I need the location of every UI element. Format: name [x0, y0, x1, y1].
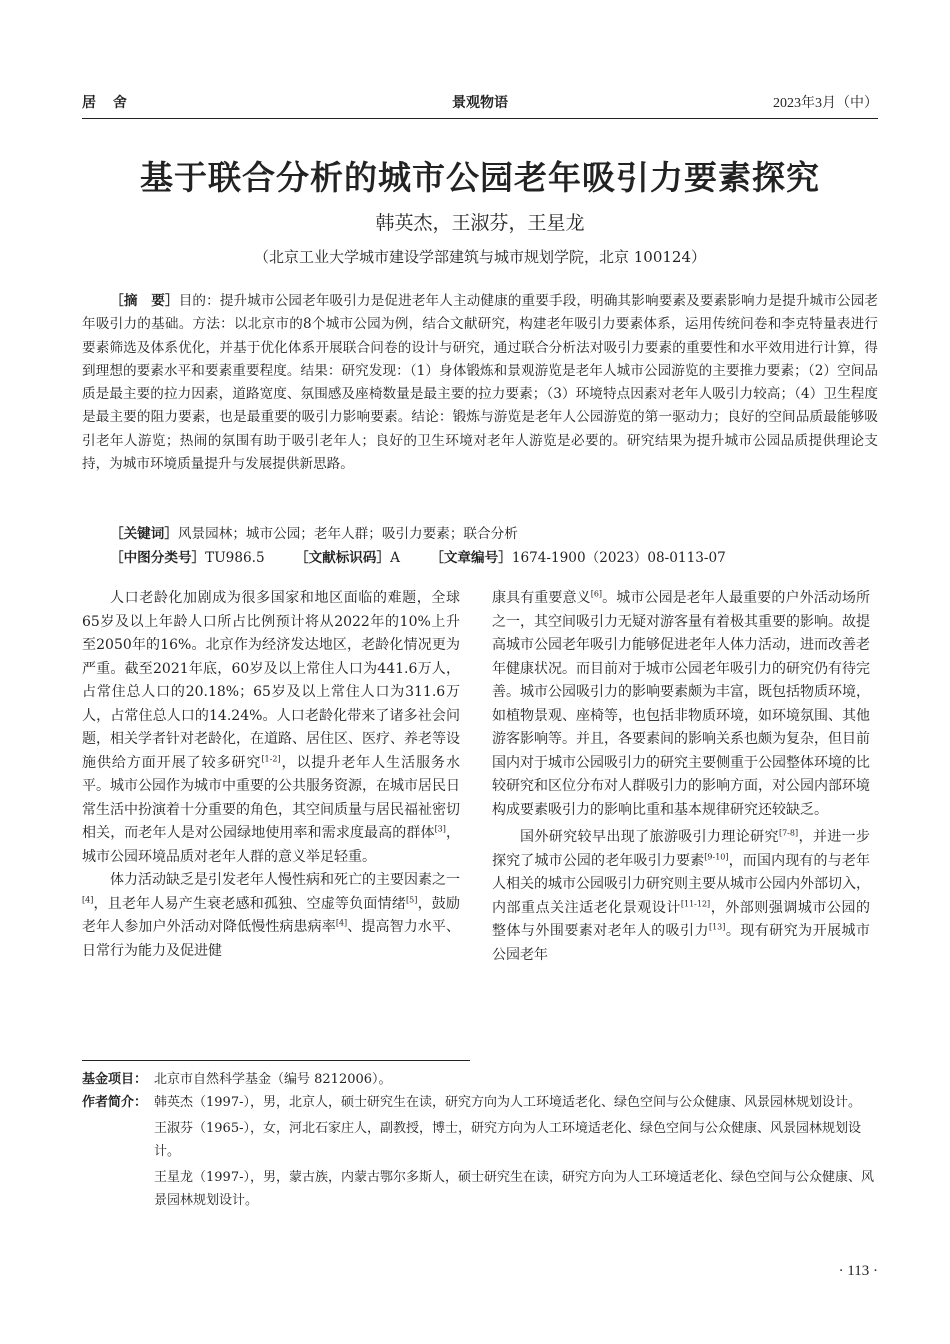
footnotes: [82, 1069, 878, 1216]
abstract-text: 目的：提升城市公园老年吸引力是促进老年人主动健康的重要手段，明确其影响要素及要素影响力是提升城市公园老年吸引力的基础。方法：以北京市的8个城市公园为例，结合文献研究，构建老年吸引力要素体系，运用传统问卷和李克特量表进行要素筛选及体系优化，并基于优化体系开展联合问卷的设计与研究，通过联合分析法对吸引力要素的重要性和水平效用进行计算，得到理想的要素水平和要素重要程度。结果：研究发现：（1）身体锻炼和景观游览是老年人城市公园游览的主要推力要素；（2）空间品质是最主要的拉力因素，道路宽度、氛围感及座椅数量是最主要的拉力要素；（3）环境特点因素对老年人吸引力较高；（4）卫生程度是最主要的阻力要素，也是最重要的吸引力影响要素。结论：锻炼与游览是老年人公园游览的第一驱动力；良好的空间品质最能够吸引老年人游览；热闹的氛围有助于吸引老年人；良好的卫生环境对老年人游览是必要的。研究结果为提升城市公园品质提供理论支持，为城市环境质量提升与发展提供新思路。: [82, 293, 879, 473]
citation: [6]: [590, 589, 603, 599]
clc-label: ［中图分类号］: [110, 550, 206, 566]
citation: [5]: [406, 894, 418, 904]
paragraph: 康具有重要意义[6]。城市公园是老年人最重要的户外活动场所之一，其空间吸引力无疑对游客量有着极其重要的影响。故提高城市公园老年吸引力能够促进老年人体力活动，进而改善老年健康状况。而目前对于城市公园老年吸引力的研究仍有待完善。城市公园吸引力的影响要素颇为丰富，既包括物质环境，如植物景观、座椅等，也包括非物质环境，如环境氛围、其他游客影响等。并且，各要素间的影响关系也颇为复杂，但目前国内对于城市公园吸引力的研究主要侧重于公园整体环境的比较研究和区位分布对人群吸引力的影响方面，对公园内部环境构成要素吸引力的影响比重和基本规律研究还较缺乏。: [492, 589, 871, 818]
citation: [13]: [708, 922, 726, 932]
paragraph: 人口老龄化加剧成为很多国家和地区面临的难题，全球65岁及以上年龄人口所占比例预计将从2022年的10%上升至2050年的16%。北京作为经济发达地区，老龄化情况更为严重。截至2021年底，60岁及以上常住人口为441.6万人，占常住总人口的20.18%；65岁及以上常住人口为311.6万人，占常住总人口的14.24%。人口老龄化带来了诸多社会问题，相关学者针对老龄化，在道路、居住区、医疗、养老等设施供给方面开展了较多研究[1-2]，以提升老年人生活服务水平。城市公园作为城市中重要的公共服务资源，在城市居民日常生活中扮演着十分重要的角色，其空间质量与居民福祉密切相关，而老年人是对公园绿地使用率和需求度最高的群体[3]，城市公园环境品质对老年人群的意义举足轻重。: [82, 590, 461, 865]
citation: [4]: [82, 894, 94, 904]
fund-note: [82, 1069, 878, 1092]
fund-label: 基金项目：: [82, 1072, 148, 1087]
fund-text: 北京市自然科学基金（编号 8212006）。: [154, 1072, 392, 1087]
author-bio-3: 王星龙（1997-），男，蒙古族，内蒙古鄂尔多斯人，硕士研究生在读，研究方向为人工环境适老化、绿色空间与公众健康、风景园林规划设计。: [154, 1170, 874, 1208]
citation: [1-2]: [261, 753, 281, 763]
paper-page: [82, 0, 878, 1344]
citation: [7-8]: [778, 828, 799, 838]
page-number: · 113 ·: [838, 1263, 878, 1279]
citation: [4]: [335, 918, 348, 928]
keywords: [110, 522, 906, 542]
affiliation: （北京工业大学城市建设学部建筑与城市规划学院，北京 100124）: [253, 248, 707, 266]
footnote-rule: [82, 1060, 470, 1061]
citation: [11-12]: [680, 898, 711, 908]
doc-code-label: ［文献标识码］: [294, 550, 391, 566]
article-title: 基于联合分析的城市公园老年吸引力要素探究: [140, 158, 820, 197]
header-rule: [82, 118, 878, 119]
running-header: [82, 92, 878, 116]
article-number-value: 1674-1900（2023）08-0113-07: [511, 550, 726, 566]
author-list: 韩英杰，王淑芬，王星龙: [375, 212, 585, 234]
abstract-label: ［摘 要］: [110, 293, 179, 309]
doc-code-value: A: [390, 550, 400, 566]
issue-date: 2023年3月（中）: [773, 96, 878, 111]
body-column-right: [492, 587, 870, 967]
article-number-label: ［文章编号］: [430, 550, 512, 566]
keywords-label: ［关键词］: [110, 526, 178, 542]
author-bio-label: 作者简介：: [82, 1094, 148, 1110]
paragraph: 体力活动缺乏是引发老年人慢性病和死亡的主要因素之一[4]，且老年人易产生衰老感和孤独、空虚等负面情绪[5]，鼓励老年人参加户外活动对降低慢性病患病率[4]、提高智力水平、日常行为能力及促进健: [82, 872, 461, 959]
clc-value: TU986.5: [205, 550, 265, 566]
citation: [9-10]: [704, 851, 729, 861]
abstract: [82, 290, 878, 476]
paragraph: 国外研究较早出现了旅游吸引力理论研究[7-8]，并进一步探究了城市公园的老年吸引力要素[9-10]，而国内现有的与老年人相关的城市公园吸引力研究则主要从城市公园内外部切入，内部重点关注适老化景观设计[11-12]，外部则强调城市公园的整体与外围要素对老年人的吸引力[13]。现有研究为开展城市公园老年: [492, 828, 871, 963]
keywords-text: 风景园林；城市公园；老年人群；吸引力要素；联合分析: [177, 526, 518, 542]
author-bio-2: 王淑芬（1965-），女，河北石家庄人，副教授，博士，研究方向为人工环境适老化、绿色空间与公众健康、风景园林规划设计。: [154, 1121, 861, 1159]
body-column-left: [82, 587, 460, 963]
citation: [3]: [434, 824, 446, 834]
classification-line: [110, 546, 906, 566]
author-bio-1: 韩英杰（1997-），男，北京人，硕士研究生在读，研究方向为人工环境适老化、绿色空间与公众健康、风景园林规划设计。: [154, 1094, 861, 1110]
author-bio: [82, 1092, 878, 1217]
journal-name: 居 舍: [82, 95, 133, 111]
section-name: 景观物语: [452, 95, 508, 111]
